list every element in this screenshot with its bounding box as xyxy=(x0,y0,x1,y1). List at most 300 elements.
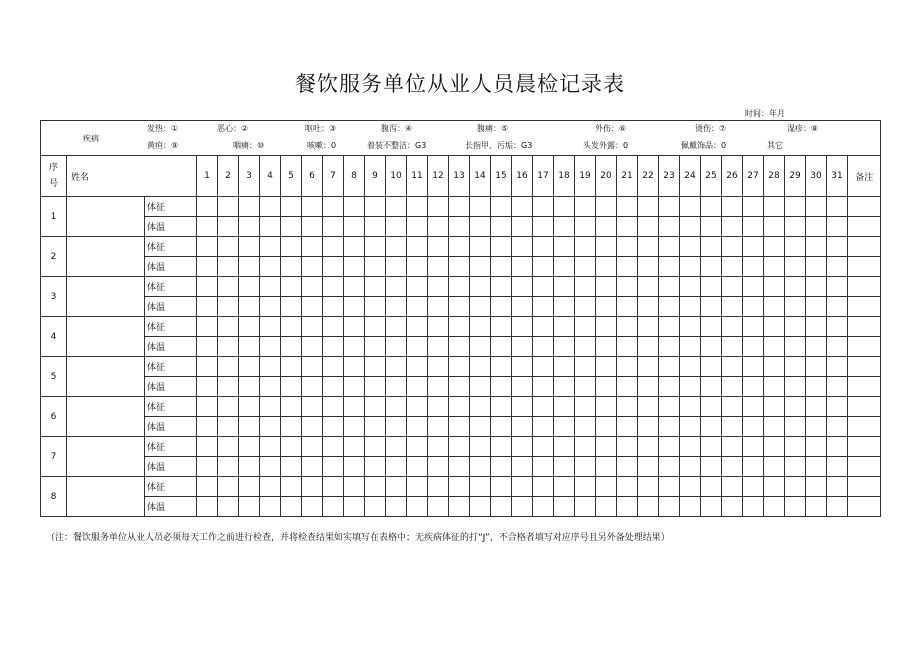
day-cell[interactable] xyxy=(554,197,575,217)
day-cell[interactable] xyxy=(806,357,827,377)
day-cell[interactable] xyxy=(239,317,260,337)
day-cell[interactable] xyxy=(533,277,554,297)
day-cell[interactable] xyxy=(449,357,470,377)
day-cell[interactable] xyxy=(302,417,323,437)
day-cell[interactable] xyxy=(764,237,785,257)
day-cell[interactable] xyxy=(743,477,764,497)
day-cell[interactable] xyxy=(785,397,806,417)
day-cell[interactable] xyxy=(575,437,596,457)
day-cell[interactable] xyxy=(197,297,218,317)
day-cell[interactable] xyxy=(785,237,806,257)
day-cell[interactable] xyxy=(197,477,218,497)
day-cell[interactable] xyxy=(260,417,281,437)
day-cell[interactable] xyxy=(785,377,806,397)
day-cell[interactable] xyxy=(785,297,806,317)
day-cell[interactable] xyxy=(386,357,407,377)
day-cell[interactable] xyxy=(722,457,743,477)
day-cell[interactable] xyxy=(596,297,617,317)
day-cell[interactable] xyxy=(785,437,806,457)
day-cell[interactable] xyxy=(680,397,701,417)
day-cell[interactable] xyxy=(743,437,764,457)
day-cell[interactable] xyxy=(638,457,659,477)
day-cell[interactable] xyxy=(449,477,470,497)
day-cell[interactable] xyxy=(491,257,512,277)
day-cell[interactable] xyxy=(722,357,743,377)
day-cell[interactable] xyxy=(617,257,638,277)
day-cell[interactable] xyxy=(617,297,638,317)
day-cell[interactable] xyxy=(260,277,281,297)
day-cell[interactable] xyxy=(386,237,407,257)
day-cell[interactable] xyxy=(197,277,218,297)
day-cell[interactable] xyxy=(638,197,659,217)
day-cell[interactable] xyxy=(722,297,743,317)
day-cell[interactable] xyxy=(512,417,533,437)
day-cell[interactable] xyxy=(218,437,239,457)
day-cell[interactable] xyxy=(722,257,743,277)
day-cell[interactable] xyxy=(596,357,617,377)
day-cell[interactable] xyxy=(260,437,281,457)
day-cell[interactable] xyxy=(386,477,407,497)
day-cell[interactable] xyxy=(365,317,386,337)
day-cell[interactable] xyxy=(827,497,848,517)
day-cell[interactable] xyxy=(449,317,470,337)
day-cell[interactable] xyxy=(638,217,659,237)
day-cell[interactable] xyxy=(197,457,218,477)
day-cell[interactable] xyxy=(239,217,260,237)
day-cell[interactable] xyxy=(512,297,533,317)
day-cell[interactable] xyxy=(491,457,512,477)
day-cell[interactable] xyxy=(722,477,743,497)
day-cell[interactable] xyxy=(533,257,554,277)
day-cell[interactable] xyxy=(785,257,806,277)
day-cell[interactable] xyxy=(218,417,239,437)
day-cell[interactable] xyxy=(281,257,302,277)
day-cell[interactable] xyxy=(281,317,302,337)
day-cell[interactable] xyxy=(617,497,638,517)
day-cell[interactable] xyxy=(638,397,659,417)
day-cell[interactable] xyxy=(659,197,680,217)
day-cell[interactable] xyxy=(449,497,470,517)
day-cell[interactable] xyxy=(680,497,701,517)
day-cell[interactable] xyxy=(239,237,260,257)
day-cell[interactable] xyxy=(491,217,512,237)
day-cell[interactable] xyxy=(344,417,365,437)
day-cell[interactable] xyxy=(512,397,533,417)
day-cell[interactable] xyxy=(638,437,659,457)
remark-cell[interactable] xyxy=(848,337,881,357)
day-cell[interactable] xyxy=(428,197,449,217)
day-cell[interactable] xyxy=(428,497,449,517)
day-cell[interactable] xyxy=(764,217,785,237)
day-cell[interactable] xyxy=(722,437,743,457)
day-cell[interactable] xyxy=(407,237,428,257)
day-cell[interactable] xyxy=(239,257,260,277)
day-cell[interactable] xyxy=(680,437,701,457)
day-cell[interactable] xyxy=(806,457,827,477)
remark-cell[interactable] xyxy=(848,397,881,417)
day-cell[interactable] xyxy=(491,237,512,257)
day-cell[interactable] xyxy=(596,457,617,477)
day-cell[interactable] xyxy=(470,317,491,337)
day-cell[interactable] xyxy=(407,497,428,517)
day-cell[interactable] xyxy=(638,237,659,257)
day-cell[interactable] xyxy=(365,377,386,397)
day-cell[interactable] xyxy=(785,317,806,337)
day-cell[interactable] xyxy=(197,377,218,397)
day-cell[interactable] xyxy=(218,497,239,517)
day-cell[interactable] xyxy=(197,317,218,337)
day-cell[interactable] xyxy=(218,217,239,237)
day-cell[interactable] xyxy=(260,217,281,237)
day-cell[interactable] xyxy=(197,497,218,517)
day-cell[interactable] xyxy=(428,277,449,297)
day-cell[interactable] xyxy=(302,457,323,477)
day-cell[interactable] xyxy=(596,397,617,417)
day-cell[interactable] xyxy=(407,437,428,457)
day-cell[interactable] xyxy=(533,437,554,457)
day-cell[interactable] xyxy=(323,237,344,257)
remark-cell[interactable] xyxy=(848,437,881,457)
name-cell[interactable] xyxy=(67,477,145,517)
day-cell[interactable] xyxy=(428,377,449,397)
day-cell[interactable] xyxy=(239,197,260,217)
day-cell[interactable] xyxy=(575,457,596,477)
day-cell[interactable] xyxy=(575,397,596,417)
remark-cell[interactable] xyxy=(848,237,881,257)
day-cell[interactable] xyxy=(218,237,239,257)
day-cell[interactable] xyxy=(239,297,260,317)
day-cell[interactable] xyxy=(239,277,260,297)
day-cell[interactable] xyxy=(281,337,302,357)
day-cell[interactable] xyxy=(764,257,785,277)
day-cell[interactable] xyxy=(638,317,659,337)
day-cell[interactable] xyxy=(680,197,701,217)
day-cell[interactable] xyxy=(218,317,239,337)
day-cell[interactable] xyxy=(365,477,386,497)
day-cell[interactable] xyxy=(701,337,722,357)
day-cell[interactable] xyxy=(575,217,596,237)
day-cell[interactable] xyxy=(407,277,428,297)
day-cell[interactable] xyxy=(617,277,638,297)
day-cell[interactable] xyxy=(638,477,659,497)
day-cell[interactable] xyxy=(449,197,470,217)
day-cell[interactable] xyxy=(659,237,680,257)
day-cell[interactable] xyxy=(533,497,554,517)
day-cell[interactable] xyxy=(512,197,533,217)
day-cell[interactable] xyxy=(806,217,827,237)
day-cell[interactable] xyxy=(554,357,575,377)
day-cell[interactable] xyxy=(218,197,239,217)
day-cell[interactable] xyxy=(743,237,764,257)
day-cell[interactable] xyxy=(596,377,617,397)
day-cell[interactable] xyxy=(827,437,848,457)
day-cell[interactable] xyxy=(680,297,701,317)
day-cell[interactable] xyxy=(407,457,428,477)
day-cell[interactable] xyxy=(722,197,743,217)
name-cell[interactable] xyxy=(67,277,145,317)
day-cell[interactable] xyxy=(470,437,491,457)
day-cell[interactable] xyxy=(344,457,365,477)
day-cell[interactable] xyxy=(218,357,239,377)
day-cell[interactable] xyxy=(701,237,722,257)
day-cell[interactable] xyxy=(470,197,491,217)
day-cell[interactable] xyxy=(344,197,365,217)
day-cell[interactable] xyxy=(617,337,638,357)
day-cell[interactable] xyxy=(596,257,617,277)
day-cell[interactable] xyxy=(449,217,470,237)
day-cell[interactable] xyxy=(365,417,386,437)
day-cell[interactable] xyxy=(512,477,533,497)
day-cell[interactable] xyxy=(449,417,470,437)
day-cell[interactable] xyxy=(260,317,281,337)
day-cell[interactable] xyxy=(281,377,302,397)
day-cell[interactable] xyxy=(701,417,722,437)
day-cell[interactable] xyxy=(785,357,806,377)
day-cell[interactable] xyxy=(596,317,617,337)
day-cell[interactable] xyxy=(449,237,470,257)
day-cell[interactable] xyxy=(470,457,491,477)
day-cell[interactable] xyxy=(323,497,344,517)
day-cell[interactable] xyxy=(428,477,449,497)
day-cell[interactable] xyxy=(470,357,491,377)
day-cell[interactable] xyxy=(491,357,512,377)
day-cell[interactable] xyxy=(806,497,827,517)
day-cell[interactable] xyxy=(659,377,680,397)
name-cell[interactable] xyxy=(67,197,145,237)
name-cell[interactable] xyxy=(67,317,145,357)
day-cell[interactable] xyxy=(743,457,764,477)
day-cell[interactable] xyxy=(512,237,533,257)
day-cell[interactable] xyxy=(785,417,806,437)
day-cell[interactable] xyxy=(743,317,764,337)
day-cell[interactable] xyxy=(701,457,722,477)
day-cell[interactable] xyxy=(218,457,239,477)
day-cell[interactable] xyxy=(491,477,512,497)
day-cell[interactable] xyxy=(344,257,365,277)
day-cell[interactable] xyxy=(281,277,302,297)
day-cell[interactable] xyxy=(722,337,743,357)
day-cell[interactable] xyxy=(197,437,218,457)
day-cell[interactable] xyxy=(827,277,848,297)
day-cell[interactable] xyxy=(323,257,344,277)
day-cell[interactable] xyxy=(659,397,680,417)
day-cell[interactable] xyxy=(743,197,764,217)
day-cell[interactable] xyxy=(407,397,428,417)
name-cell[interactable] xyxy=(67,237,145,277)
day-cell[interactable] xyxy=(407,377,428,397)
day-cell[interactable] xyxy=(512,217,533,237)
day-cell[interactable] xyxy=(659,437,680,457)
day-cell[interactable] xyxy=(428,217,449,237)
day-cell[interactable] xyxy=(554,317,575,337)
day-cell[interactable] xyxy=(638,257,659,277)
day-cell[interactable] xyxy=(680,217,701,237)
day-cell[interactable] xyxy=(701,397,722,417)
day-cell[interactable] xyxy=(197,397,218,417)
day-cell[interactable] xyxy=(260,457,281,477)
day-cell[interactable] xyxy=(386,197,407,217)
day-cell[interactable] xyxy=(806,317,827,337)
day-cell[interactable] xyxy=(218,297,239,317)
day-cell[interactable] xyxy=(764,437,785,457)
day-cell[interactable] xyxy=(281,297,302,317)
day-cell[interactable] xyxy=(575,497,596,517)
day-cell[interactable] xyxy=(365,237,386,257)
remark-cell[interactable] xyxy=(848,197,881,217)
day-cell[interactable] xyxy=(512,357,533,377)
day-cell[interactable] xyxy=(701,197,722,217)
day-cell[interactable] xyxy=(827,257,848,277)
day-cell[interactable] xyxy=(491,197,512,217)
day-cell[interactable] xyxy=(764,317,785,337)
day-cell[interactable] xyxy=(344,497,365,517)
day-cell[interactable] xyxy=(596,417,617,437)
day-cell[interactable] xyxy=(365,397,386,417)
day-cell[interactable] xyxy=(491,297,512,317)
day-cell[interactable] xyxy=(533,457,554,477)
day-cell[interactable] xyxy=(638,277,659,297)
day-cell[interactable] xyxy=(491,337,512,357)
day-cell[interactable] xyxy=(596,197,617,217)
day-cell[interactable] xyxy=(743,417,764,437)
day-cell[interactable] xyxy=(659,357,680,377)
day-cell[interactable] xyxy=(764,197,785,217)
day-cell[interactable] xyxy=(302,297,323,317)
day-cell[interactable] xyxy=(596,337,617,357)
day-cell[interactable] xyxy=(827,377,848,397)
day-cell[interactable] xyxy=(722,377,743,397)
day-cell[interactable] xyxy=(407,337,428,357)
remark-cell[interactable] xyxy=(848,277,881,297)
day-cell[interactable] xyxy=(302,357,323,377)
day-cell[interactable] xyxy=(323,477,344,497)
day-cell[interactable] xyxy=(386,457,407,477)
day-cell[interactable] xyxy=(617,217,638,237)
day-cell[interactable] xyxy=(239,377,260,397)
day-cell[interactable] xyxy=(344,217,365,237)
day-cell[interactable] xyxy=(428,257,449,277)
day-cell[interactable] xyxy=(365,197,386,217)
day-cell[interactable] xyxy=(554,297,575,317)
day-cell[interactable] xyxy=(323,357,344,377)
day-cell[interactable] xyxy=(680,277,701,297)
day-cell[interactable] xyxy=(827,297,848,317)
day-cell[interactable] xyxy=(533,397,554,417)
day-cell[interactable] xyxy=(365,357,386,377)
day-cell[interactable] xyxy=(617,237,638,257)
day-cell[interactable] xyxy=(701,257,722,277)
day-cell[interactable] xyxy=(512,317,533,337)
day-cell[interactable] xyxy=(323,277,344,297)
day-cell[interactable] xyxy=(260,297,281,317)
day-cell[interactable] xyxy=(806,417,827,437)
day-cell[interactable] xyxy=(470,257,491,277)
day-cell[interactable] xyxy=(638,497,659,517)
day-cell[interactable] xyxy=(260,337,281,357)
day-cell[interactable] xyxy=(701,497,722,517)
name-cell[interactable] xyxy=(67,437,145,477)
day-cell[interactable] xyxy=(302,437,323,457)
day-cell[interactable] xyxy=(806,297,827,317)
day-cell[interactable] xyxy=(344,477,365,497)
remark-cell[interactable] xyxy=(848,457,881,477)
day-cell[interactable] xyxy=(260,377,281,397)
day-cell[interactable] xyxy=(554,337,575,357)
day-cell[interactable] xyxy=(596,497,617,517)
day-cell[interactable] xyxy=(281,477,302,497)
day-cell[interactable] xyxy=(827,197,848,217)
day-cell[interactable] xyxy=(533,357,554,377)
day-cell[interactable] xyxy=(701,217,722,237)
day-cell[interactable] xyxy=(764,477,785,497)
day-cell[interactable] xyxy=(470,377,491,397)
day-cell[interactable] xyxy=(218,477,239,497)
day-cell[interactable] xyxy=(344,237,365,257)
day-cell[interactable] xyxy=(365,437,386,457)
day-cell[interactable] xyxy=(344,377,365,397)
day-cell[interactable] xyxy=(323,217,344,237)
day-cell[interactable] xyxy=(554,437,575,457)
day-cell[interactable] xyxy=(533,377,554,397)
day-cell[interactable] xyxy=(239,477,260,497)
day-cell[interactable] xyxy=(344,317,365,337)
day-cell[interactable] xyxy=(575,257,596,277)
day-cell[interactable] xyxy=(743,397,764,417)
day-cell[interactable] xyxy=(806,197,827,217)
day-cell[interactable] xyxy=(575,417,596,437)
day-cell[interactable] xyxy=(554,397,575,417)
day-cell[interactable] xyxy=(470,277,491,297)
day-cell[interactable] xyxy=(638,377,659,397)
remark-cell[interactable] xyxy=(848,217,881,237)
day-cell[interactable] xyxy=(491,417,512,437)
day-cell[interactable] xyxy=(680,257,701,277)
day-cell[interactable] xyxy=(554,277,575,297)
day-cell[interactable] xyxy=(302,317,323,337)
day-cell[interactable] xyxy=(302,197,323,217)
day-cell[interactable] xyxy=(491,437,512,457)
day-cell[interactable] xyxy=(281,497,302,517)
day-cell[interactable] xyxy=(638,337,659,357)
day-cell[interactable] xyxy=(470,297,491,317)
day-cell[interactable] xyxy=(449,457,470,477)
day-cell[interactable] xyxy=(533,217,554,237)
day-cell[interactable] xyxy=(512,257,533,277)
day-cell[interactable] xyxy=(407,217,428,237)
day-cell[interactable] xyxy=(764,497,785,517)
day-cell[interactable] xyxy=(554,477,575,497)
day-cell[interactable] xyxy=(428,317,449,337)
day-cell[interactable] xyxy=(428,397,449,417)
day-cell[interactable] xyxy=(470,397,491,417)
day-cell[interactable] xyxy=(428,437,449,457)
day-cell[interactable] xyxy=(701,437,722,457)
day-cell[interactable] xyxy=(806,397,827,417)
day-cell[interactable] xyxy=(701,277,722,297)
day-cell[interactable] xyxy=(491,397,512,417)
remark-cell[interactable] xyxy=(848,417,881,437)
day-cell[interactable] xyxy=(428,237,449,257)
day-cell[interactable] xyxy=(428,337,449,357)
day-cell[interactable] xyxy=(659,277,680,297)
day-cell[interactable] xyxy=(596,237,617,257)
day-cell[interactable] xyxy=(743,297,764,317)
day-cell[interactable] xyxy=(827,477,848,497)
day-cell[interactable] xyxy=(449,297,470,317)
day-cell[interactable] xyxy=(617,477,638,497)
day-cell[interactable] xyxy=(365,497,386,517)
day-cell[interactable] xyxy=(554,457,575,477)
